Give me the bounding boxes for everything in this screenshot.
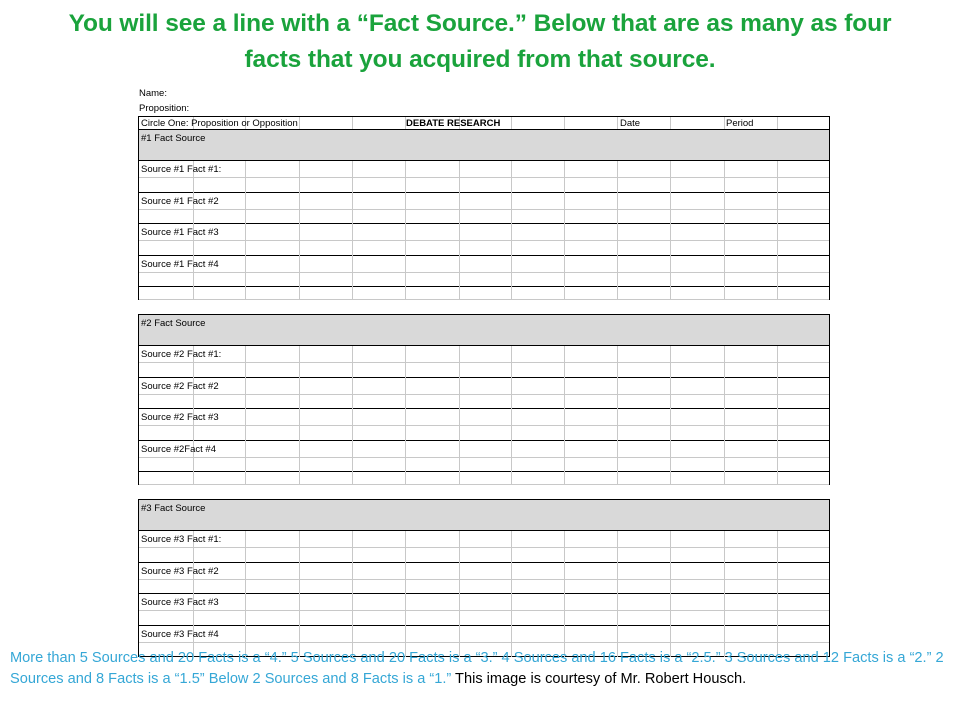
date-label: Date [620,118,641,129]
grid-line [511,117,512,129]
debate-research-heading: DEBATE RESEARCH [406,118,501,129]
fact-row [139,161,829,193]
fact-source-row [139,500,829,531]
source-block-1 [138,130,830,300]
fact-label: Source #2 Fact #1: [141,349,222,360]
slide-title [0,6,960,78]
fact-label: Source #2 Fact #3 [141,412,219,423]
fact-row [139,563,829,595]
slide-title-line-1: You will see a line with a “Fact Source.” Below that are as many as four [68,10,892,37]
grid-line [670,117,671,129]
fact-label: Source #3 Fact #3 [141,597,219,608]
fact-row [139,531,829,563]
fact-label: Source #1 Fact #2 [141,195,219,207]
fact-source-row [139,130,829,161]
slide-title-line-2: facts that you acquired from that source. [244,46,716,73]
fact-source-row [139,315,829,346]
fact-source-label: #2 Fact Source [141,318,206,329]
grid-line [352,117,353,129]
grid-line [299,117,300,129]
fact-label: Source #1 Fact #4 [141,258,219,270]
fact-row [139,224,829,256]
source-block-3 [138,499,830,657]
fact-label: Source #2Fact #4 [141,443,216,455]
fact-label: Source #3 Fact #1: [141,534,222,545]
fact-row [139,256,829,288]
rubric-text [10,648,955,689]
proposition-label: Proposition: [139,103,190,114]
grid-line [564,117,565,129]
rubric-scale: More than 5 Sources and 20 Facts is a “4.” 5 Sources and 20 Facts is a “3.” 4 Sources and 16 Facts is a “2.5.” 3 Sources and 12 Facts is a “2.” 2 Sources and 8 Facts is a “1.5” Below 2 Sources and 8 Facts is a “1.” [10,650,944,687]
circle-one-label: Circle One: Proposition or Opposition [141,118,298,129]
grid-line [777,117,778,129]
fact-source-label: #3 Fact Source [141,503,206,514]
fact-row [139,193,829,225]
grid-line [617,117,618,129]
image-credit: This image is courtesy of Mr. Robert Housch. [455,670,747,687]
source-block-2 [138,314,830,485]
fact-source-label: #1 Fact Source [141,133,206,144]
fact-row [139,378,829,410]
worksheet-header-row [138,116,830,130]
fact-row [139,594,829,626]
fact-label: Source #3 Fact #2 [141,565,219,577]
fact-label: Source #1 Fact #1: [141,164,222,175]
grid-line [724,117,725,129]
fact-label: Source #2 Fact #2 [141,380,219,392]
name-label: Name: [139,88,167,99]
fact-label: Source #3 Fact #4 [141,628,219,640]
fact-row [139,409,829,441]
fact-label: Source #1 Fact #3 [141,227,219,238]
fact-row [139,441,829,473]
period-label: Period [726,118,754,129]
debate-research-worksheet [138,86,830,657]
fact-row [139,346,829,378]
